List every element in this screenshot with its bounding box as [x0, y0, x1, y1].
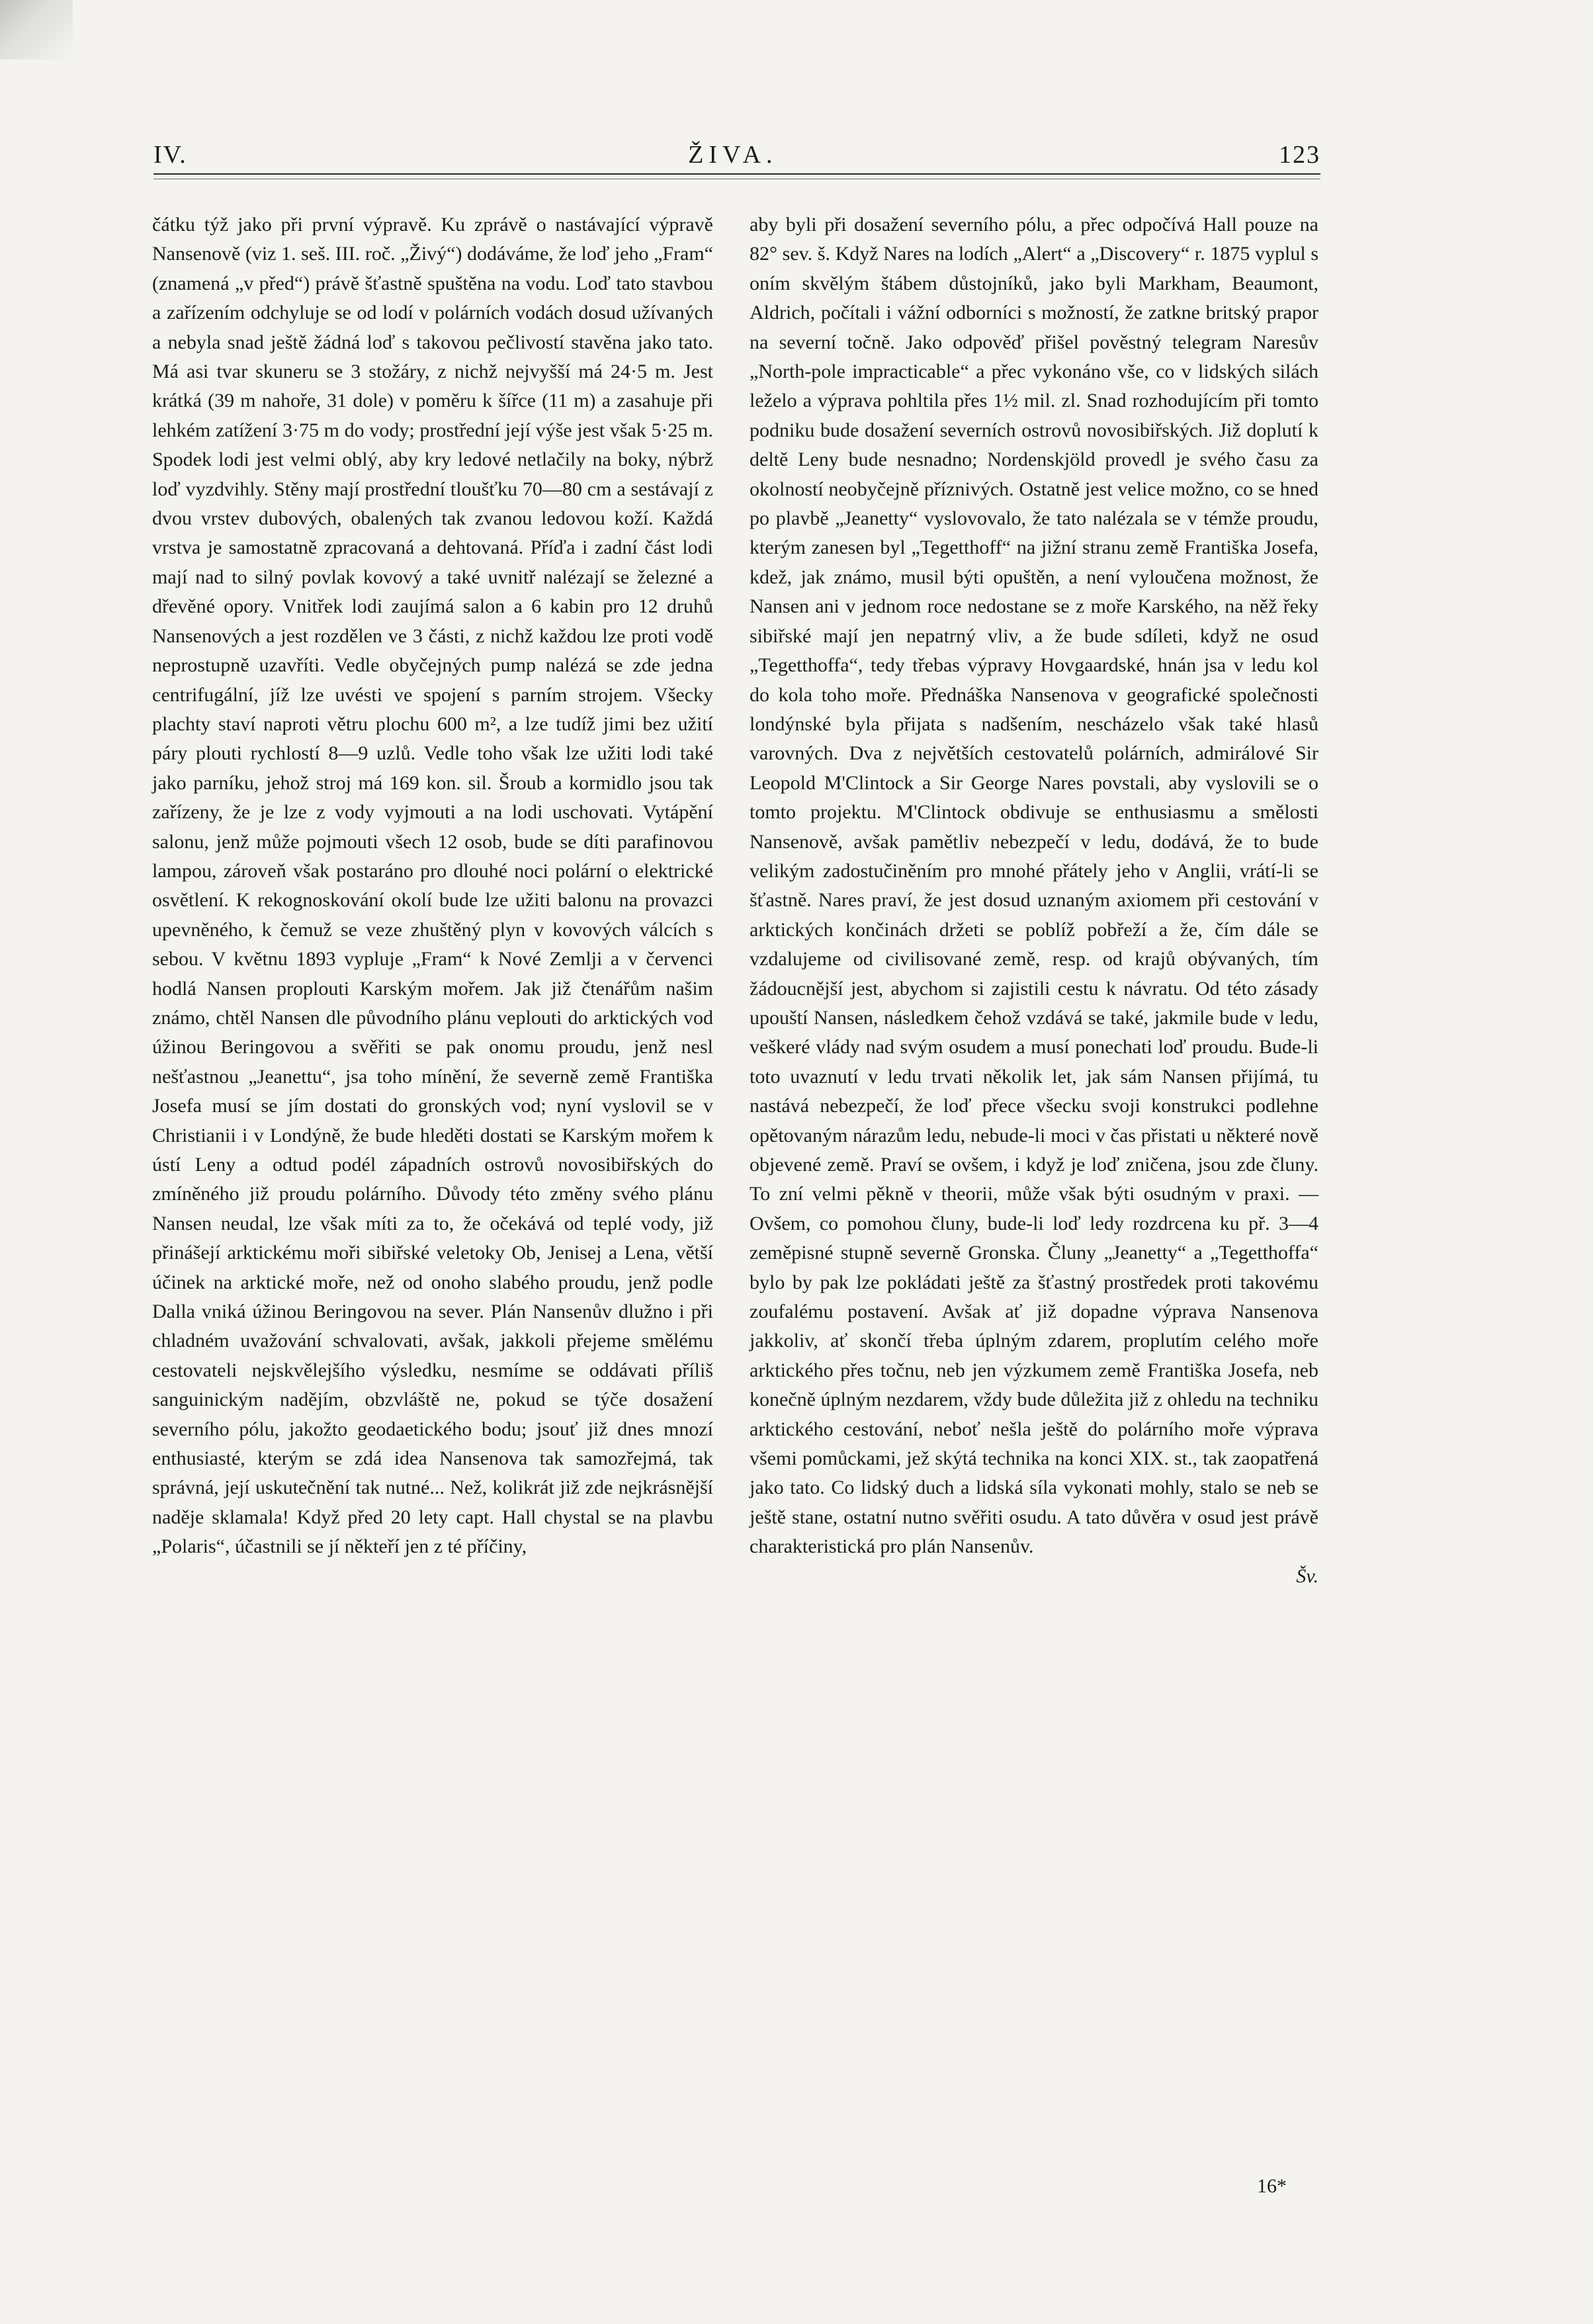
scan-edge-shadow	[0, 0, 73, 60]
header-rule	[153, 173, 1320, 175]
page-number: 123	[1279, 141, 1320, 169]
running-header	[153, 132, 1320, 169]
left-column	[152, 210, 713, 1562]
left-column-text: čátku týž jako při první výpravě. Ku zprávě o nastávající výpravě Nansenově (viz 1. seš. III. roč. „Živý“) dodáváme, že loď jeho „Fram“ (znamená „v před“) právě šťastně spuštěna na vodu. Loď tato stavbou a zařízením odchyluje se od lodí v polárních vodách dosud užívaných a nebyla snad ještě žádná loď s takovou pečlivostí stavěna jako tato. Má asi tvar skuneru se 3 stožáry, z nichž nejvyšší má 24·5 m. Jest krátká (39 m nahoře, 31 dole) v poměru k šířce (11 m) a zasahuje při lehkém zatížení 3·75 m do vody; prostřední její výše jest však 5·25 m. Spodek lodi jest velmi oblý, aby kry ledové netlačily na boky, nýbrž loď vyzdvihly. Stěny mají prostřední tloušťku 70—80 cm a sestávají z dvou vrstev dubových, obalených tak zvanou ledovou koží. Každá vrstva je samostatně zpracovaná a dehtovaná. Příďa i zadní část lodi mají nad to silný povlak kovový a také uvnitř nalézají se železné a dřevěné opory. Vnitřek lodi zaujímá salon a 6 kabin pro 12 druhů Nansenových a jest rozdělen ve 3 části, z nichž každou lze proti vodě neprostupně uzavříti. Vedle obyčejných pump nalézá se zde jedna centrifugální, jíž lze uvésti ve spojení s parním strojem. Všecky plachty staví naproti větru plochu 600 m², a lze tudíž jimi bez užití páry plouti rychlostí 8—9 uzlů. Vedle toho však lze užiti lodi také jako parníku, jehož stroj má 169 kon. sil. Šroub a kormidlo jsou tak zařízeny, že je lze z vody vyjmouti a na lodi uschovati. Vytápění salonu, jenž může pojmouti všech 12 osob, bude se díti parafinovou lampou, zároveň však postaráno pro dlouhé noci polární o elektrické osvětlení. K rekognoskování okolí bude lze užiti balonu na provazci upevněného, k čemuž se veze zhuštěný plyn v kovových válcích s sebou. V květnu 1893 vypluje „Fram“ k Nové Zemlji a v červenci hodlá Nansen proplouti Karským mořem. Jak již čtenářům našim známo, chtěl Nansen dle původního plánu veplouti do arktických vod úžinou Beringovou a svěřiti se pak onomu proudu, jenž nesl nešťastnou „Jeanettu“, jsa toho mínění, že severně země Františka Josefa musí se jím dostati do gronských vod; nyní vyslovil se v Christianii i v Londýně, že bude hleděti dostati se Karským mořem k ústí Leny a odtud podél západních ostrovů novosibiřských do zmíněného již proudu polárního. Důvody této změny svého plánu Nansen neudal, lze však míti za to, že očekává od teplé vody, již přinášejí arktickému moři sibiřské veletoky Ob, Jenisej a Lena, větší účinek na arktické moře, než od onoho slabého proudu, jenž podle Dalla vniká úžinou Beringovou na sever. Plán Nansenův dlužno i při chladném uvažování schvalovati, avšak, jakkoli přejeme smělému cestovateli nejskvělejšího výsledku, nesmíme se oddávati příliš sanguinickým nadějím, obzvláště ne, pokud se týče dosažení severního pólu, jakožto geodaetického bodu; jsouť již dnes mnozí enthusiasté, kterým se zdá idea Nansenova tak samozřejmá, tak správná, její uskutečnění tak nutné... Než, kolikrát již zde nejkrásnější naděje sklamala! Když před 20 lety capt. Hall chystal se na plavbu „Polaris“, účastnili se jí někteří jen z té příčiny,	[152, 214, 713, 1558]
author-signature: Šv.	[1296, 1565, 1318, 1587]
right-column	[750, 210, 1318, 1591]
printer-signature-mark: 16*	[1257, 2175, 1287, 2197]
right-column-text: aby byli při dosažení severního pólu, a přec odpočívá Hall pouze na 82° sev. š. Když Nares na lodích „Alert“ a „Discovery“ r. 1875 vyplul s oním skvělým štábem důstojníků, jako byli Markham, Beaumont, Aldrich, počítali i vážní odborníci s možností, že zatkne britský prapor na severní točně. Jako odpověď přišel pověstný telegram Naresův „North-pole impracticable“ a přec vykonáno vše, co v lidských silách leželo a výprava pohltila přes 1½ mil. zl. Snad rozhodujícím při tomto podniku bude dosažení severních ostrovů novosibiřských. Již doplutí k deltě Leny bude nesnadno; Nordenskjöld provedl je svého času za okolností neobyčejně příznivých. Ostatně jest velice možno, co se hned po plavbě „Jeanetty“ vyslovovalo, že tato nalézala se v témže proudu, kterým zanesen byl „Tegetthoff“ na jižní stranu země Františka Josefa, kdež, jak známo, musil býti opuštěn, a není vyloučena možnost, že Nansen ani v jednom roce nedostane se z moře Karského, na něž řeky sibiřské mají jen nepatrný vliv, a že bude sdíleti, když ne osud „Tegetthoffa“, tedy třebas výpravy Hovgaardské, hnán jsa v ledu kol do kola toho moře. Přednáška Nansenova v geografické společnosti londýnské byla přijata s nadšením, nescházelo však také hlasů varovných. Dva z největších cestovatelů polárních, admirálové Sir Leopold M'Clintock a Sir George Nares povstali, aby vyslovili se o tomto projektu. M'Clintock obdivuje se enthusiasmu a smělosti Nansenově, avšak pamětliv nebezpečí v ledu, dodává, že to bude velikým zadostučiněním pro mnohé přátely jeho v Anglii, vrátí-li se šťastně. Nares praví, že jest dosud uznaným axiomem při cestování v arktických končinách držeti se poblíž pobřeží a že, čím dále se vzdalujeme od civilisované země, resp. od krajů obývaných, tím žádoucnější jest, abychom si zajistili cestu k návratu. Od této zásady upouští Nansen, následkem čehož vzdává se také, jakmile bude v ledu, veškeré vlády nad svým osudem a musí ponechati loď proudu. Bude-li toto uvaznutí v ledu trvati několik let, jak sám Nansen přijímá, tu nastává nebezpečí, že loď přece všecku svoji konstrukci podlehne opětovaným nárazům ledu, nebude-li moci v čas přistati u některé nově objevené země. Praví se ovšem, i když je loď zničena, jsou zde čluny. To zní velmi pěkně v theorii, může však býti osudným v praxi. — Ovšem, co pomohou čluny, bude-li loď ledy rozdrcena ku př. 3—4 zeměpisné stupně severně Gronska. Čluny „Jeanetty“ a „Tegetthoffa“ bylo by pak lze pokládati ještě za šťastný prostředek proti takovému zoufalému postavení. Avšak ať již dopadne výprava Nansenova jakkoliv, ať skončí třeba úplným zdarem, proplutím celého moře arktického přes točnu, neb jen výzkumem země Františka Josefa, neb konečně úplným nezdarem, vždy bude důležita již z ohledu na techniku arktického cestování, neboť nešla ještě do polárního moře výprava všemi pomůckami, jež skýtá technika na konci XIX. st., tak zaopatřená jako tato. Co lidský duch a lidská síla vykonati mohly, stalo se neb se ještě stane, ostatní nutno svěřiti osudu. A tato důvěra v osud jest právě charakteristická pro plán Nansenův.	[750, 214, 1318, 1558]
journal-title: ŽIVA.	[688, 141, 778, 169]
section-number: IV.	[153, 141, 187, 169]
